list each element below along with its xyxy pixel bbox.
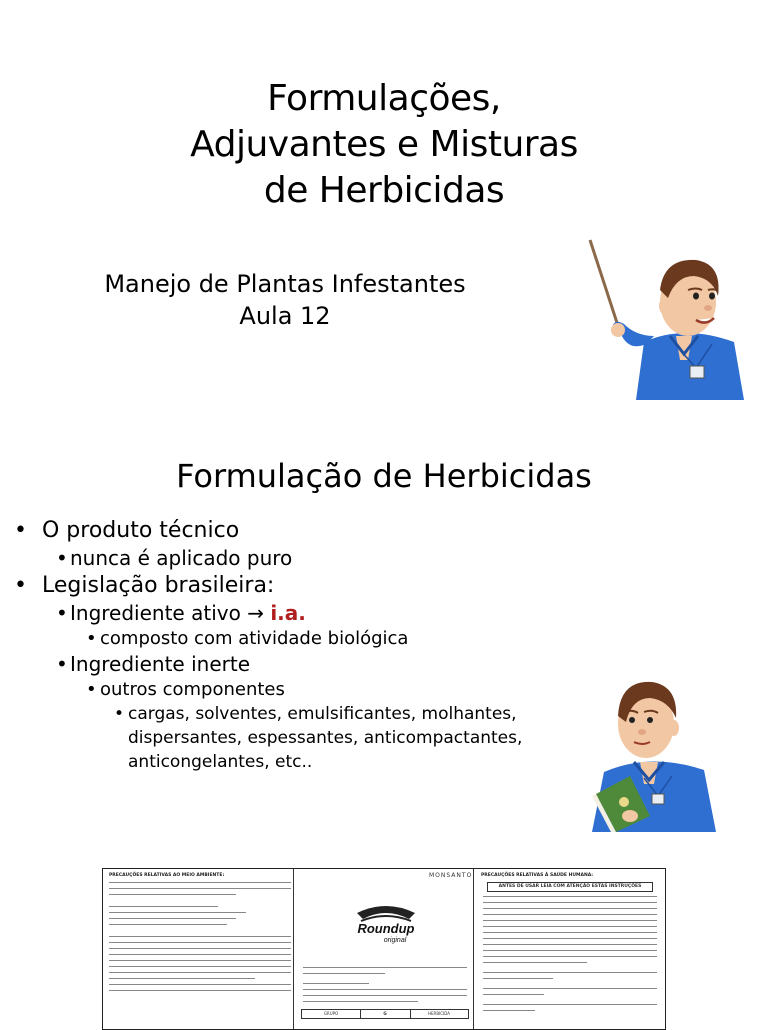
pointer-stick: [590, 240, 620, 332]
label-left-text-block: [109, 882, 291, 898]
brand-name: MONSANTO: [429, 872, 473, 879]
label-left-heading: PRECAUÇÕES RELATIVAS AO MEIO AMBIENTE:: [109, 873, 225, 878]
teacher-reading-illustration: [586, 666, 720, 832]
label-left-text-block-2: [109, 906, 291, 928]
label-middle-text: [303, 965, 467, 1007]
label-right-column: [479, 869, 661, 1029]
bullet-produto-tecnico: • O produto técnico: [28, 516, 588, 545]
label-class-row: [301, 1009, 469, 1019]
title-line-1: Formulações,: [267, 78, 501, 119]
herbicide-label-image: [102, 868, 666, 1030]
label-left-column: [107, 869, 294, 1029]
ingrediente-ativo-text: Ingrediente ativo: [70, 601, 241, 625]
bullet-nunca-puro: • nunca é aplicado puro: [28, 545, 588, 571]
bullet-legislacao: • Legislação brasileira:: [28, 571, 588, 600]
subtitle-line-1: Manejo de Plantas Infestantes: [104, 270, 466, 298]
slide-title: [0, 0, 768, 416]
ia-abbreviation: i.a.: [270, 601, 306, 625]
logo-sub: original: [383, 937, 407, 944]
componentes-line-1: • cargas, solventes, emulsificantes, molhantes,: [128, 704, 517, 724]
componentes-line-3: anticongelantes, etc..: [128, 752, 313, 772]
subtitle-line-2: Aula 12: [239, 302, 331, 330]
slide-title-heading: [0, 76, 768, 214]
title-line-2: Adjuvantes e Misturas: [190, 124, 578, 165]
cell-grupo: GRUPO: [302, 1010, 361, 1018]
label-warning-box: ANTES DE USAR LEIA COM ATENÇÃO ESTAS INSTRUÇÕES: [487, 882, 653, 892]
bullet-ingrediente-inerte: • Ingrediente inerte: [28, 651, 588, 677]
componentes-line-2: dispersantes, espessantes, anticompactantes,: [128, 728, 523, 748]
bullet-componentes-lista: [28, 702, 588, 774]
logo-word: Roundup: [357, 921, 415, 936]
right-arrow-icon: →: [247, 601, 264, 625]
label-middle-column: [297, 869, 474, 1029]
teacher-pointing-illustration: [584, 232, 756, 404]
label-left-text-block-3: [109, 936, 291, 994]
bullet-outros-componentes: • outros componentes: [28, 677, 588, 702]
label-right-text: [483, 896, 657, 1014]
slide-formulacao: [0, 416, 768, 824]
roundup-logo: [351, 899, 421, 945]
bullet-list: [28, 516, 588, 774]
slide-2-title: Formulação de Herbicidas: [176, 457, 592, 495]
title-line-3: de Herbicidas: [263, 170, 505, 211]
bullet-composto-biologico: • composto com atividade biológica: [28, 626, 588, 651]
cell-herbicida: HERBICIDA: [428, 1011, 450, 1016]
slide-label-image: [0, 840, 768, 1024]
bullet-ingrediente-ativo: [28, 600, 588, 626]
label-right-heading: PRECAUÇÕES RELATIVAS À SAÚDE HUMANA:: [481, 873, 594, 878]
cell-g: G: [360, 1010, 411, 1018]
slide-subtitle: [60, 268, 510, 332]
